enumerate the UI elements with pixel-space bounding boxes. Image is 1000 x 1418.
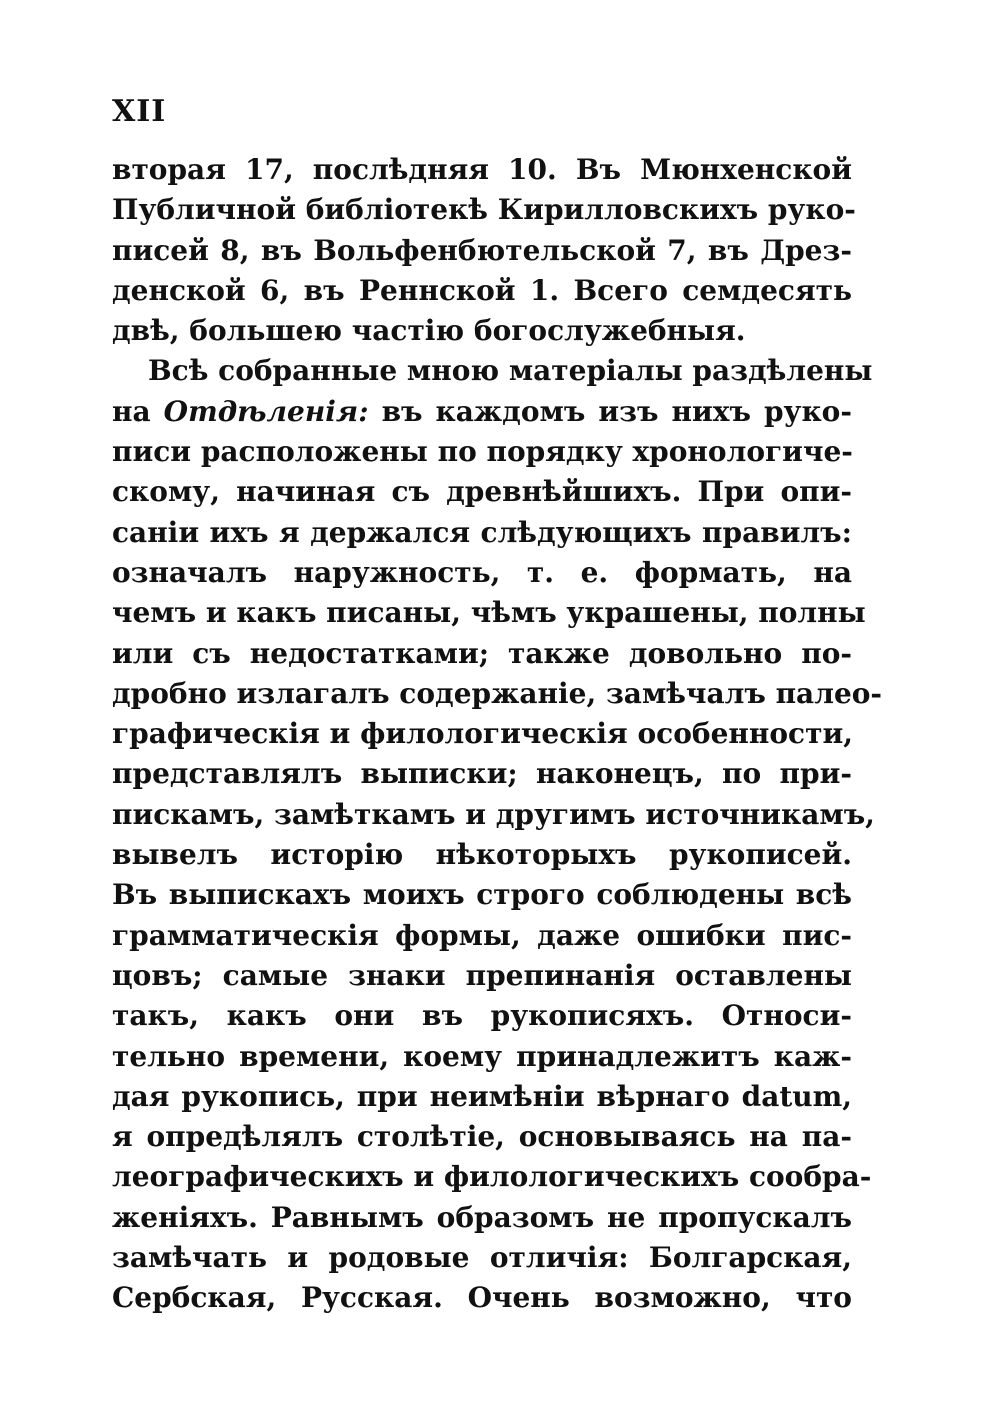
text-line: Сербская, Русская. Очень возможно, что [112,1281,852,1315]
text-line: саніи ихъ я держался слѣдующихъ правилъ: [112,515,852,549]
text-line: означалъ наружность, т. е. формать, на [112,555,852,589]
text-line: леографическихъ и филологическихъ сообра- [112,1160,872,1194]
text-line: Публичной библіотекѣ Кирилловскихъ руко- [112,193,856,227]
text-line: графическія и филологическія особенности, [112,717,853,751]
text-line: замѣчать и родовые отличія: Болгарская, [112,1241,852,1275]
text-line: тельно времени, коему принадлежитъ каж- [112,1039,852,1073]
text-line: такъ, какъ они въ рукописяхъ. Относи- [112,999,852,1033]
text-line: дая рукопись, при неимѣніи вѣрнаго datum, [112,1079,852,1113]
text-line: Въ выпискахъ моихъ строго соблюдены всѣ [112,878,852,912]
text-line: двѣ, большею частію богослужебныя. [112,314,746,348]
page-text [112,150,883,1319]
text-line: я опредѣлялъ столѣтіе, основываясь на па- [112,1120,852,1154]
page-number: XII [112,94,167,129]
text-line: чемъ и какъ писаны, чѣмъ украшены, полны [112,596,866,630]
text-line: писи расположены по порядку хронологиче- [112,435,853,469]
text-line: пискамъ, замѣткамъ и другимъ источникамъ, [112,797,875,831]
text-line: Всѣ собранные мною матеріалы раздѣлены [148,354,873,388]
text-line-with-italic [112,392,852,432]
text-line: вывелъ исторію нѣкоторыхъ рукописей. [112,838,852,872]
text-line: писей 8, въ Вольфенбютельской 7, въ Дрез- [112,233,852,267]
text-line: или съ недостатками; также довольно по- [112,636,852,670]
text-fragment: въ каждомъ изъ нихъ руко- [368,394,852,428]
text-line: вторая 17, послѣдняя 10. Въ Мюнхенской [112,153,852,186]
italic-term: Отдѣленія: [163,394,369,428]
text-line: представлялъ выписки; наконецъ, по при- [112,757,852,791]
text-fragment: на [112,394,164,428]
text-line: женіяхъ. Равнымъ образомъ не пропускалъ [112,1200,852,1234]
text-line: денской 6, въ Реннской 1. Всего семдесять [112,273,852,307]
text-line: цовъ; самые знаки препинанія оставлены [112,958,852,992]
text-line: грамматическія формы, даже ошибки пис- [112,918,852,952]
text-line: скому, начиная съ древнѣйшихъ. При опи- [112,475,852,509]
text-line: дробно излагалъ содержаніе, замѣчалъ палео- [112,676,883,710]
